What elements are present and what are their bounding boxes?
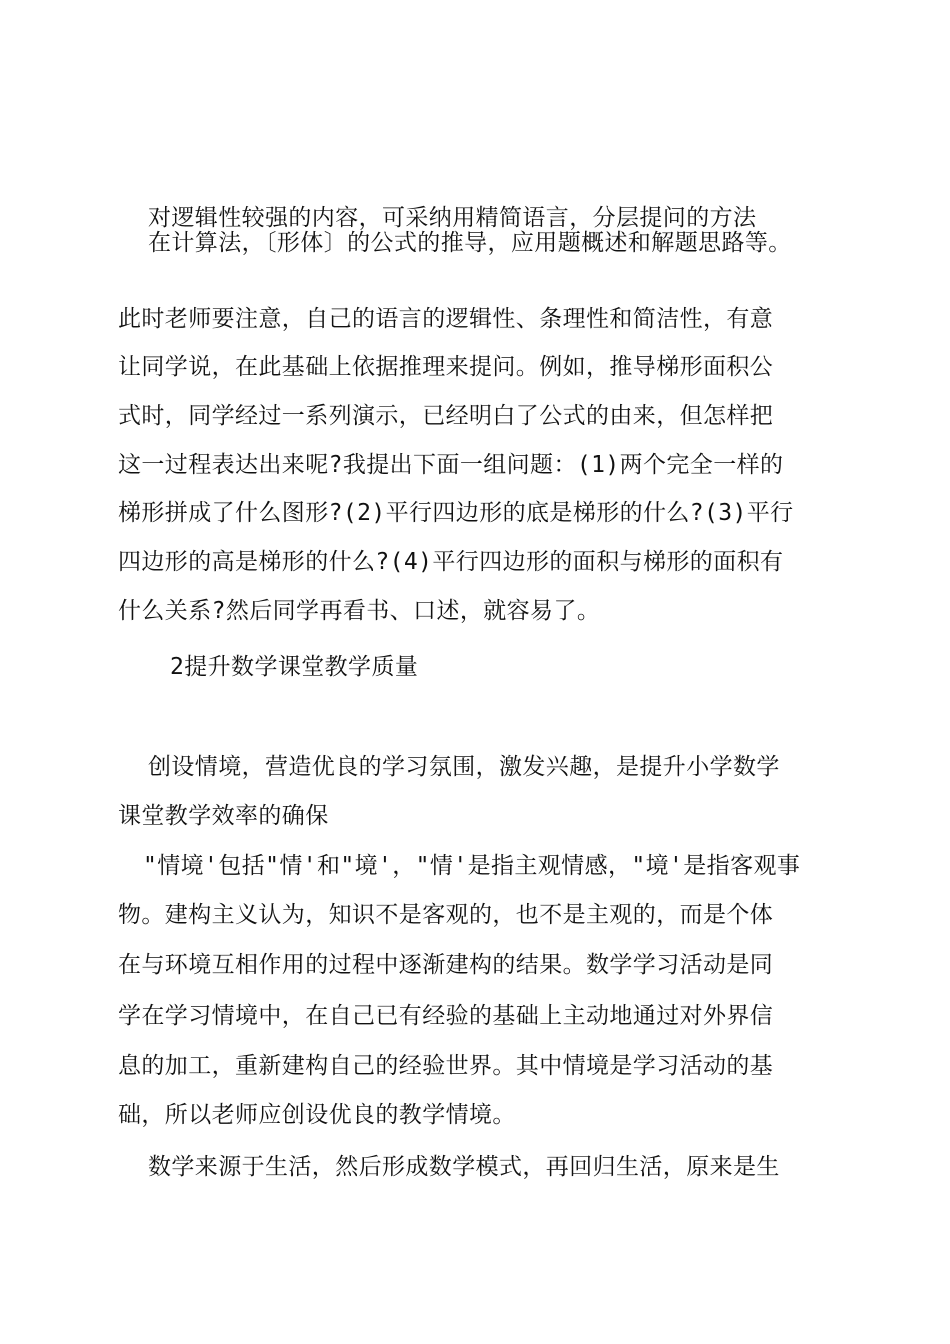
- paragraph-line: 式时，同学经过一系列演示，已经明白了公式的由来，但怎样把: [118, 403, 774, 429]
- paragraph-line: 在与环境互相作用的过程中逐渐建构的结果。数学学习活动是同: [118, 952, 774, 978]
- paragraph-line: 在计算法，〔形体〕的公式的推导，应用题概述和解题思路等。: [148, 230, 792, 256]
- section-heading: 2提升数学课堂教学质量: [170, 654, 419, 680]
- paragraph-line: 让同学说，在此基础上依据推理来提问。例如，推导梯形面积公: [118, 354, 774, 380]
- paragraph-line: "情境'包括"情'和"境'，"情'是指主观情感，"境'是指客观事: [143, 853, 801, 879]
- heading-logic-questions: 对逻辑性较强的内容，可采纳用精简语言，分层提问的方法: [148, 205, 757, 231]
- subheading-line: 创设情境，营造优良的学习氛围，激发兴趣，是提升小学数学: [148, 754, 780, 780]
- paragraph-line: 这一过程表达出来呢?我提出下面一组问题：(1)两个完全一样的: [118, 452, 784, 478]
- paragraph-line: 此时老师要注意，自己的语言的逻辑性、条理性和简洁性，有意: [118, 306, 774, 332]
- paragraph-line: 四边形的高是梯形的什么?(4)平行四边形的面积与梯形的面积有: [118, 549, 784, 575]
- paragraph-line: 息的加工，重新建构自己的经验世界。其中情境是学习活动的基: [118, 1053, 774, 1079]
- paragraph-line: 物。建构主义认为，知识不是客观的，也不是主观的，而是个体: [118, 902, 774, 928]
- paragraph-line: 梯形拼成了什么图形?(2)平行四边形的底是梯形的什么?(3)平行: [118, 500, 794, 526]
- subheading-line: 课堂教学效率的确保: [118, 803, 329, 829]
- paragraph-line: 什么关系?然后同学再看书、口述，就容易了。: [118, 598, 601, 624]
- paragraph-line: 础，所以老师应创设优良的教学情境。: [118, 1102, 516, 1128]
- paragraph-line: 学在学习情境中，在自己已有经验的基础上主动地通过对外界信: [118, 1003, 774, 1029]
- paragraph-line: 数学来源于生活，然后形成数学模式，再回归生活，原来是生: [148, 1154, 780, 1180]
